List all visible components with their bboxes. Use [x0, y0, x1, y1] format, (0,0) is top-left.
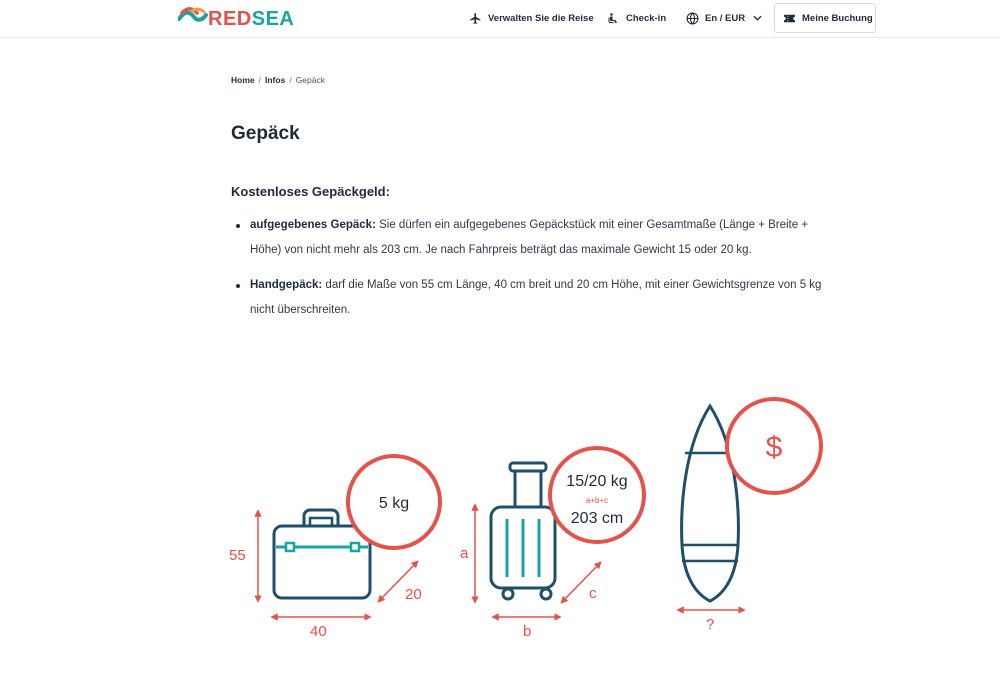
bag-width-label: 40: [310, 623, 327, 640]
list-item: [231, 213, 831, 263]
baggage-diagram: [220, 395, 840, 645]
breadcrumb: [231, 75, 325, 85]
list-item-text: darf die Maße von 55 cm Länge, 40 cm breit und 20 cm Höhe, mit einer Gewichtsgrenze von 5 kg nicht überschreiten.: [250, 279, 822, 316]
manage-trip-link[interactable]: [468, 0, 594, 36]
language-label: En / EUR: [705, 12, 746, 24]
page-title: Gepäck: [231, 123, 300, 144]
language-currency-selector[interactable]: [685, 0, 762, 36]
logo-text: [208, 9, 294, 29]
seat-icon: [606, 11, 620, 25]
suitcase-weight-badge: [550, 448, 644, 542]
chevron-down-icon: [753, 15, 762, 21]
my-booking-button[interactable]: [774, 3, 876, 33]
dollar-icon: $: [765, 431, 783, 464]
suitcase-width-label: b: [523, 623, 532, 640]
wave-logo-icon: [178, 7, 212, 25]
allowance-list: [231, 213, 831, 333]
breadcrumb-current: Gepäck: [295, 75, 325, 85]
bag-weight-label: 5 kg: [378, 495, 410, 512]
suitcase-total-label: 203 cm: [570, 510, 624, 527]
suitcase-height-label: a: [460, 545, 469, 562]
suitcase-weight-label: 15/20 kg: [566, 473, 628, 490]
section-title: Kostenloses Gepäckgeld:: [231, 184, 390, 199]
logo-text-red: RED: [208, 8, 252, 30]
ticket-icon: [783, 13, 796, 24]
baggage-illustration: [220, 395, 840, 645]
bag-depth-label: 20: [405, 586, 422, 603]
breadcrumb-home[interactable]: Home: [231, 75, 255, 85]
list-item: [231, 273, 831, 323]
checkin-link[interactable]: [606, 0, 666, 36]
suitcase-formula-label: a+b+c: [585, 496, 609, 505]
airplane-icon: [468, 11, 482, 25]
list-item-label: aufgegebenes Gepäck:: [250, 219, 376, 231]
bag-height-label: 55: [229, 547, 246, 564]
manage-trip-label: Verwalten Sie die Reise: [488, 12, 594, 24]
breadcrumb-separator: /: [258, 75, 261, 85]
suitcase-depth-label: c: [589, 585, 597, 602]
list-item-label: Handgepäck:: [250, 279, 323, 291]
list-item-text: Sie dürfen ein aufgegebenes Gepäckstück mit einer Gesamtmaße (Länge + Breite + Höhe) von nicht mehr als 203 cm. Je nach Fahrpreis beträgt das maximale Gewicht 15 oder 20 kg.: [250, 219, 809, 256]
my-booking-label: Meine Buchung: [802, 12, 873, 24]
logo-text-teal: SEA: [251, 8, 295, 30]
checkin-label: Check-in: [626, 12, 667, 24]
redsea-logo[interactable]: [178, 5, 295, 31]
surfboard-size-label: ?: [706, 616, 715, 633]
breadcrumb-separator: /: [289, 75, 292, 85]
breadcrumb-infos[interactable]: Infos: [265, 75, 286, 85]
suitcase-icon: [491, 463, 555, 599]
site-header: [0, 0, 1000, 38]
globe-icon: [685, 11, 699, 25]
